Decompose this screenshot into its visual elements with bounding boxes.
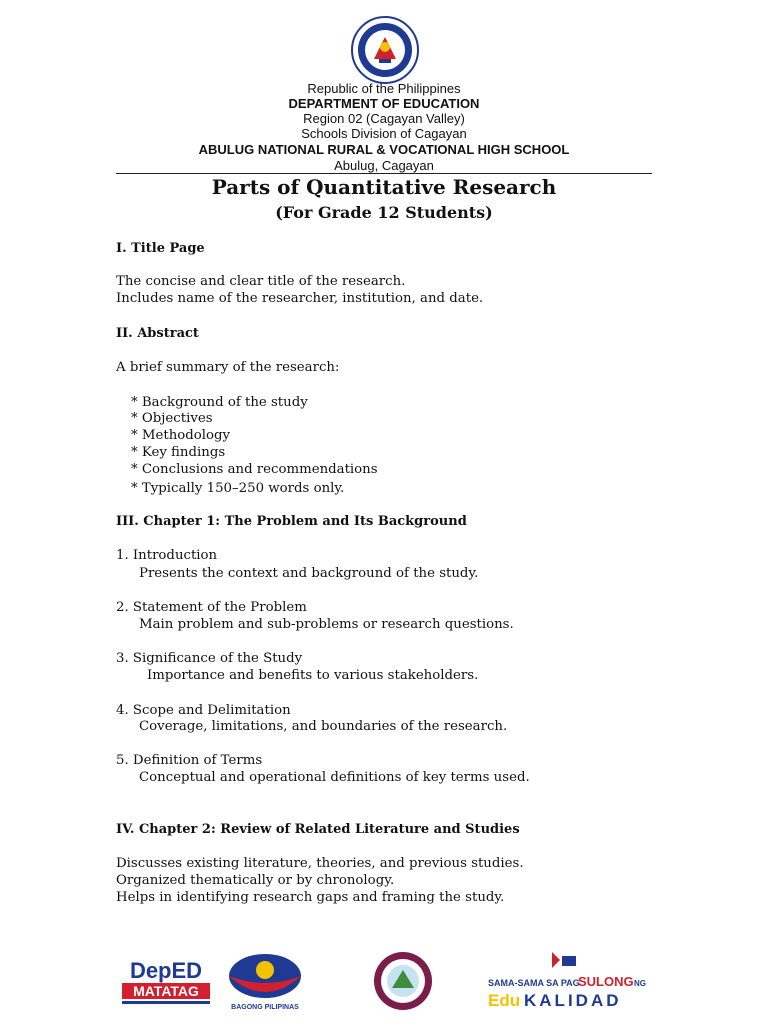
edukalidad-logo — [486, 950, 650, 1012]
section-heading-chapter-2: IV. Chapter 2: Review of Related Literature and Studies — [116, 822, 520, 837]
svg-text:SULONG: SULONG — [578, 974, 634, 989]
list-item-title: 5. Definition of Terms — [116, 753, 263, 768]
list-item-title: 1. Introduction — [116, 548, 218, 563]
bullet-item: * Conclusions and recommendations — [131, 462, 378, 477]
list-item-desc: Importance and benefits to various stakeholders. — [147, 668, 479, 683]
header-school: ABULUG NATIONAL RURAL & VOCATIONAL HIGH SCHOOL — [198, 142, 570, 157]
page-subtitle: (For Grade 12 Students) — [275, 203, 493, 222]
list-item-desc: Conceptual and operational definitions of key terms used. — [139, 770, 530, 785]
svg-text:SAMA-SAMA SA PAG: SAMA-SAMA SA PAG — [488, 978, 580, 988]
header-region: Region 02 (Cagayan Valley) — [303, 111, 465, 126]
bullet-item: * Key findings — [131, 445, 226, 460]
bullet-item: * Methodology — [131, 428, 231, 443]
list-item-title: 2. Statement of the Problem — [116, 600, 307, 615]
section-text: Helps in identifying research gaps and framing the study. — [116, 890, 505, 905]
list-item-title: 3. Significance of the Study — [116, 651, 303, 666]
bullet-item: * Typically 150–250 words only. — [131, 481, 345, 496]
section-text: Includes name of the researcher, institution, and date. — [116, 291, 484, 306]
svg-text:KALIDAD: KALIDAD — [524, 991, 622, 1010]
deped-seal-logo — [336, 15, 434, 85]
section-text: Organized thematically or by chronology. — [116, 873, 395, 888]
header-republic: Republic of the Philippines — [307, 81, 461, 96]
list-item-title: 4. Scope and Delimitation — [116, 703, 291, 718]
header-address: Abulug, Cagayan — [334, 158, 434, 173]
list-item-desc: Presents the context and background of the study. — [139, 566, 479, 581]
deped-matatag-logo — [120, 950, 212, 1012]
svg-text:DepED: DepED — [129, 958, 203, 983]
bullet-item: * Background of the study — [131, 395, 308, 410]
svg-text:BAGONG PILIPINAS: BAGONG PILIPINAS — [231, 1004, 299, 1011]
svg-text:MATATAG: MATATAG — [133, 983, 199, 999]
section-text: Discusses existing literature, theories, and previous studies. — [116, 856, 524, 871]
section-text: The concise and clear title of the research. — [116, 274, 406, 289]
header-department: DEPARTMENT OF EDUCATION — [288, 96, 480, 111]
header-divider — [116, 173, 652, 174]
list-item-desc: Coverage, limitations, and boundaries of the research. — [139, 719, 508, 734]
svg-text:Edu: Edu — [488, 991, 521, 1010]
bullet-item: * Objectives — [131, 411, 213, 426]
section-heading-abstract: II. Abstract — [116, 326, 199, 341]
page-title: Parts of Quantitative Research — [211, 175, 557, 199]
list-item-desc: Main problem and sub-problems or research questions. — [139, 617, 514, 632]
header-division: Schools Division of Cagayan — [301, 126, 467, 141]
section-heading-title-page: I. Title Page — [116, 241, 205, 256]
svg-text:NG: NG — [634, 979, 646, 988]
section-heading-chapter-1: III. Chapter 1: The Problem and Its Background — [116, 514, 467, 529]
division-seal-logo — [370, 950, 436, 1012]
section-text: A brief summary of the research: — [116, 360, 340, 375]
bagong-pilipinas-logo — [224, 950, 306, 1012]
